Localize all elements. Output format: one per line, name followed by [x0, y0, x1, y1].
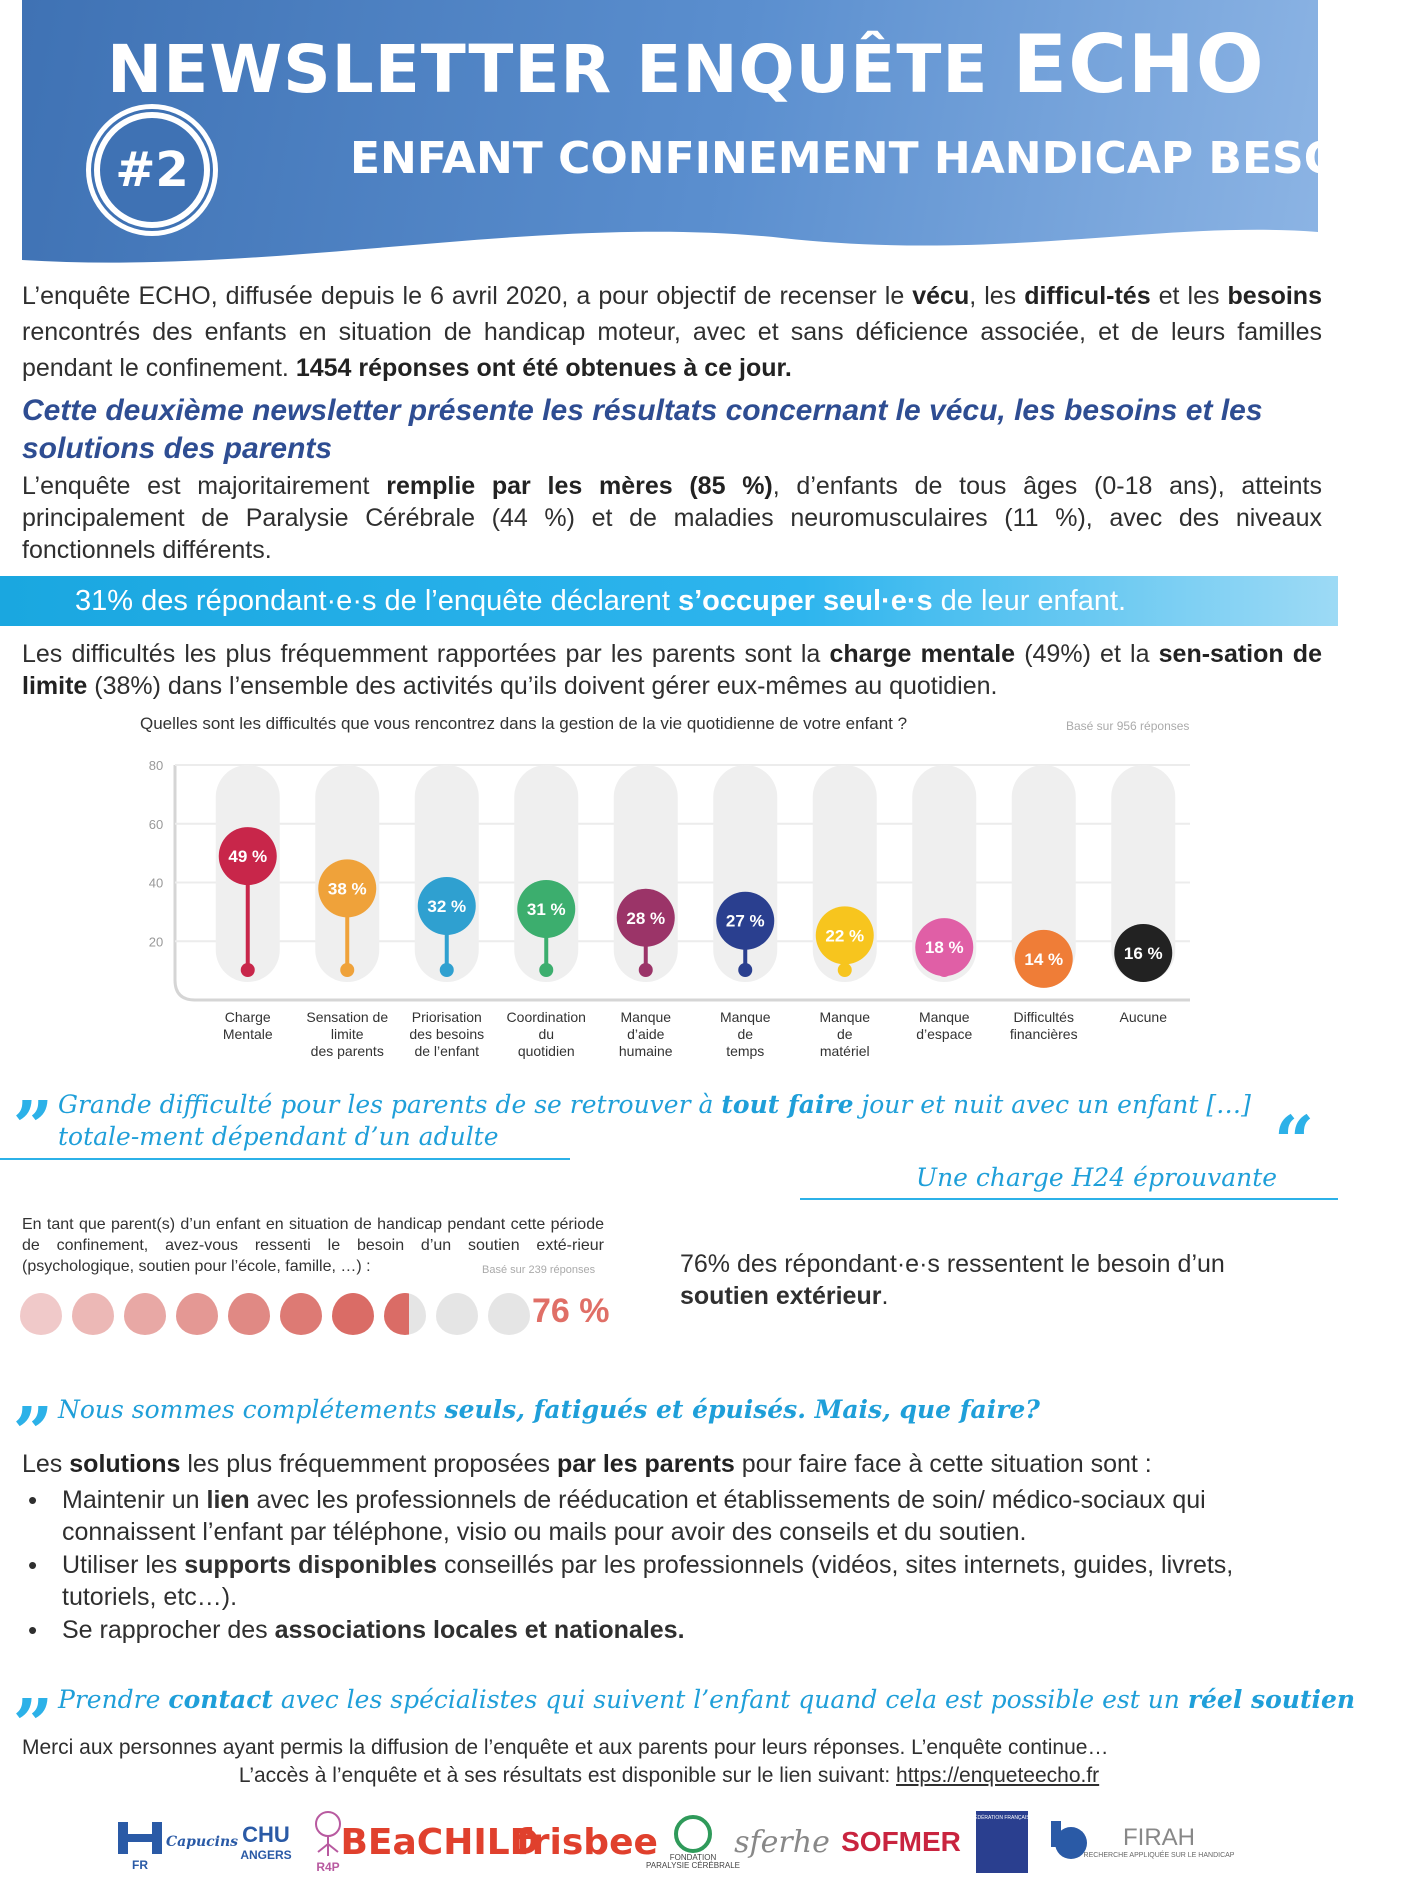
category-label: Manque [819, 1009, 871, 1025]
quote-exhausted: Nous sommes complétements seuls, fatigués et épuisés. Mais, que faire? [58, 1395, 1040, 1424]
quote-mark-icon: „ [14, 1045, 55, 1128]
support-base-note: Basé sur 239 réponses [482, 1264, 596, 1276]
support-dot [280, 1293, 322, 1335]
data-label: 18 % [924, 938, 964, 958]
support-percent: 76 % [532, 1292, 610, 1330]
intro-paragraph: L’enquête ECHO, diffusée depuis le 6 avril 2020, a pour objectif de recenser le vécu, les difficul-tés et les besoins rencontrés des enfants en situation de handicap moteur, avec et sans déficience associée, et de leurs familles pendant le confinement. 1454 réponses ont été obtenues à ce jour. [22, 282, 1322, 382]
profile-paragraph: L’enquête est majoritairement remplie par les mères (85 %), d’enfants de tous âges (0-18 ans), atteints principalement de Paralysie Cérébrale (44 %) et de maladies neuromusculaires (11 %), avec des niveaux fonctionnels différents. [22, 472, 1323, 564]
category-label: humaine [618, 1043, 673, 1059]
divider [0, 1158, 570, 1160]
lollipop-base [738, 963, 752, 977]
category-label: Priorisation [411, 1009, 482, 1025]
category-label: du [538, 1026, 555, 1042]
logo-sofmer: SOFMER [841, 1826, 961, 1857]
newsletter-title: NEWSLETTER ENQUÊTE ECHO [107, 18, 1265, 111]
category-label: Manque [620, 1009, 672, 1025]
y-tick-label: 60 [148, 816, 164, 832]
newsletter-subtitle: ENFANT CONFINEMENT HANDICAP BESOINS [350, 133, 1426, 184]
solutions-intro: Les solutions les plus fréquemment proposées par les parents pour faire face à cette situation sont : [22, 1450, 1152, 1478]
category-label: matériel [819, 1043, 870, 1059]
lollipop-base [639, 963, 653, 977]
alone-banner: 31% des répondant·e·s de l’enquête déclarent s’occuper seul·e·s de leur enfant. [0, 576, 1338, 626]
list-item: • Maintenir un lien avec les professionnels de rééducation et établissements de soin/ médico-sociaux qui connaissent l’enfant par téléphone, visio ou mails pour avoir des conseils et du soutien. [22, 1484, 1322, 1548]
chart-question: Quelles sont les difficultés que vous rencontrez dans la gestion de la vie quotidienne de votre enfant ? [140, 714, 908, 733]
data-label: 16 % [1123, 944, 1163, 963]
data-label: 22 % [825, 926, 865, 946]
partner-logos [110, 1800, 1235, 1884]
data-label: 28 % [626, 908, 666, 928]
quote-mark-icon: „ [14, 1351, 55, 1434]
support-dot [176, 1293, 218, 1335]
quote-mark-icon: „ [1272, 1106, 1313, 1189]
logo-fe [1038, 1800, 1098, 1884]
category-label: quotidien [517, 1043, 575, 1059]
lollipop-base [838, 963, 852, 977]
issue-badge: #2 [94, 112, 210, 228]
data-label: 27 % [725, 911, 765, 931]
category-label: des besoins [409, 1026, 485, 1042]
category-label: des parents [310, 1043, 384, 1059]
thanks-text: Merci aux personnes ayant permis la diffusion de l’enquête et aux parents pour leurs réponses. L’enquête continue… [22, 1736, 1109, 1759]
logo-ffimc: FÉDÉRATION FRANÇAISE [972, 1800, 1032, 1884]
category-label: financières [1009, 1026, 1078, 1042]
access-line: L’accès à l’enquête et à ses résultats est disponible sur le lien suivant: https://enqueteecho.fr [238, 1764, 1100, 1787]
logo-firah: FIRAH RECHERCHE APPLIQUÉE SUR LE HANDICAP [1083, 1824, 1235, 1859]
lead-statement: Cette deuxième newsletter présente les résultats concernant le vécu, les besoins et les solutions des parents [22, 394, 1263, 465]
category-label: d’espace [916, 1026, 973, 1042]
quote-caption: Une charge H24 éprouvante [916, 1163, 1278, 1192]
support-question: En tant que parent(s) d’un enfant en situation de handicap pendant cette période de confinement, avez-vous ressenti le besoin d’un soutien exté-rieur (psychologique, soutien pour l’école, famille, …) : [22, 1216, 604, 1275]
lollipop-base [539, 963, 553, 977]
solutions-list [22, 1484, 1322, 1647]
category-label: Mentale [222, 1026, 273, 1042]
survey-link[interactable]: https://enqueteecho.fr [896, 1764, 1100, 1787]
category-label: temps [726, 1043, 765, 1059]
y-tick-label: 40 [148, 875, 164, 891]
support-dot [488, 1293, 530, 1335]
y-tick-label: 80 [148, 758, 164, 773]
category-label: de l’enfant [414, 1043, 480, 1059]
support-summary: 76% des répondant·e·s ressentent le besoin d’un soutien extérieur. [680, 1250, 1225, 1310]
list-item: • Utiliser les supports disponibles conseillés par les professionnels (vidéos, sites internets, guides, livrets, tutoriels, etc…). [22, 1549, 1322, 1613]
list-item: • Se rapprocher des associations locales et nationales. [22, 1614, 1322, 1646]
data-label: 38 % [327, 879, 367, 899]
logo-chu: CHU ANGERS [240, 1822, 292, 1862]
category-label: Manque [719, 1009, 771, 1025]
logo-r4p: R4P [300, 1800, 356, 1884]
category-label: limite [330, 1026, 364, 1042]
data-label: 14 % [1024, 949, 1064, 969]
category-label: de [737, 1026, 754, 1042]
support-dot [384, 1293, 426, 1335]
support-dot [436, 1293, 478, 1335]
category-label: Aucune [1119, 1009, 1167, 1025]
difficulties-paragraph: Les difficultés les plus fréquemment rapportées par les parents sont la charge mentale (49%) et la sen-sation de limite (38%) dans l’ensemble des activités qu’ils doivent gérer eux-mêmes au quotidien. [22, 640, 1322, 700]
support-dot [20, 1293, 62, 1335]
support-dot [228, 1293, 270, 1335]
category-label: Charge [224, 1009, 271, 1025]
support-dot-scale [20, 1293, 530, 1335]
difficulties-chart [130, 740, 1200, 1070]
support-dot [72, 1293, 114, 1335]
lollipop-base [440, 963, 454, 977]
logo-beachild: BEaCHILD [340, 1821, 540, 1863]
data-label: 32 % [427, 897, 467, 916]
data-label: 31 % [526, 899, 566, 919]
y-tick-label: 20 [148, 934, 164, 950]
header-banner [22, 0, 1426, 268]
category-label: Coordination [506, 1009, 586, 1025]
logo-sferhe: sferhe [734, 1824, 830, 1860]
data-label: 49 % [228, 847, 268, 867]
category-label: Difficultés [1013, 1009, 1074, 1025]
support-dot [332, 1293, 374, 1335]
divider [800, 1198, 1338, 1200]
quote-mark-icon: „ [14, 1643, 55, 1726]
quote-contact: Prendre contact avec les spécialistes qui suivent l’enfant quand cela est possible est un réel soutien [58, 1685, 1356, 1714]
lollipop-base [340, 963, 354, 977]
category-label: Manque [918, 1009, 970, 1025]
category-label: de [836, 1026, 853, 1042]
support-dot [124, 1293, 166, 1335]
quote-full-workload: Grande difficulté pour les parents de se retrouver à tout faire jour et nuit avec un enfant […] totale-ment dépendant d’un adulte [58, 1090, 1251, 1151]
lollipop-base [241, 963, 255, 977]
category-label: Sensation de [306, 1009, 389, 1025]
chart-base-note: Basé sur 956 réponses [1066, 719, 1190, 733]
category-label: d’aide [627, 1026, 665, 1042]
logo-fr: FR [110, 1800, 170, 1884]
logo-capucins: Capucins [165, 1834, 239, 1850]
logo-frisbee: frisbee [516, 1821, 658, 1863]
logo-fondation: FONDATION PARALYSIE CÉRÉBRALE [658, 1800, 728, 1884]
